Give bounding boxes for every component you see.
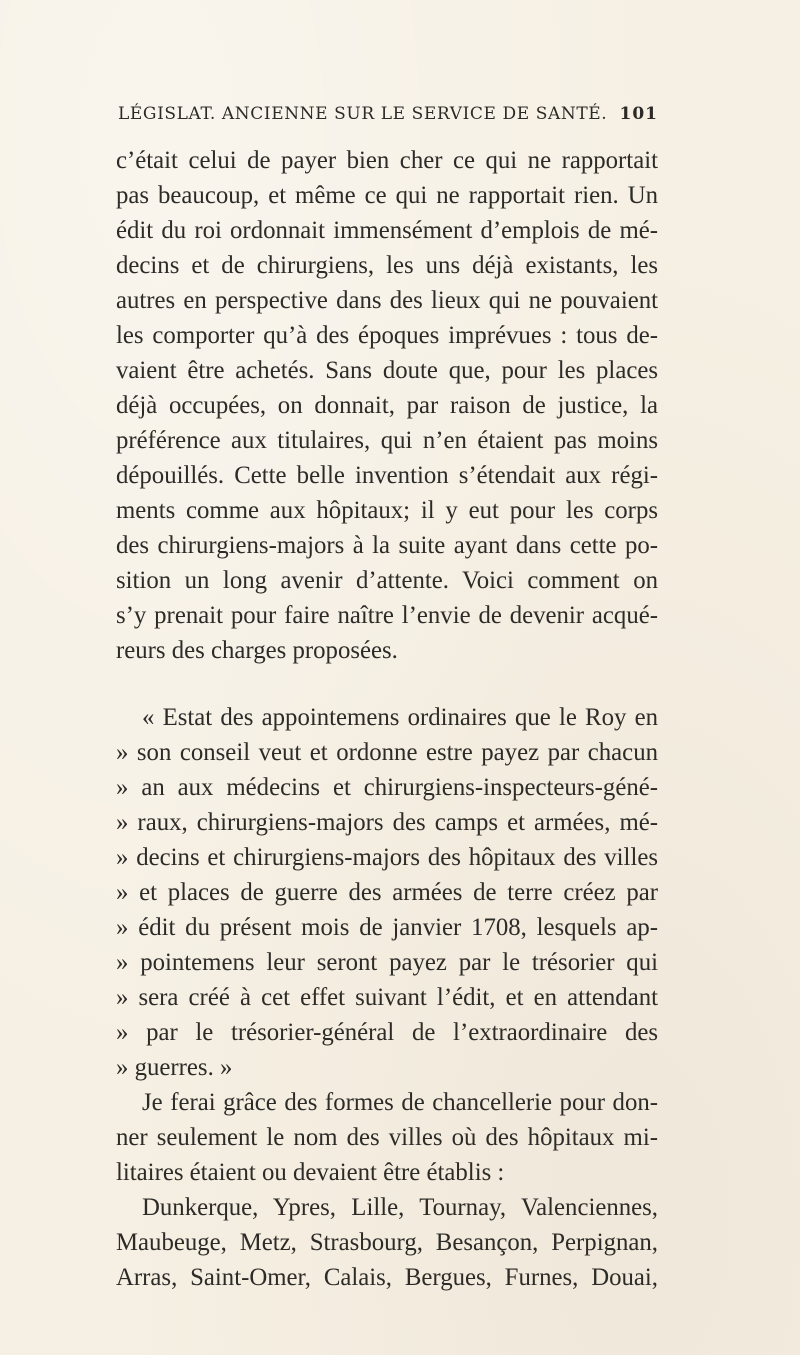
quote-line: » sera créé à cet effet suivant l’édit, et en attendant	[116, 984, 658, 1011]
running-title: LÉGISLAT. ANCIENNE SUR LE SERVICE DE SANTÉ.	[118, 104, 608, 124]
text-line: decins et de chirurgiens, les uns déjà existants, les	[116, 252, 658, 279]
quotation-block	[116, 700, 658, 1085]
text-line: ner seulement le nom des villes où des hôpitaux mi-	[116, 1124, 658, 1151]
body-text	[116, 143, 658, 1295]
text-line: sition un long avenir d’attente. Voici comment on	[116, 567, 658, 594]
text-line: les comporter qu’à des époques imprévues : tous de-	[116, 322, 658, 349]
quote-line: » édit du présent mois de janvier 1708, lesquels ap-	[116, 914, 658, 941]
text-line: pas beaucoup, et même ce qui ne rapportait rien. Un	[116, 182, 658, 209]
text-line: Je ferai grâce des formes de chancellerie pour don-	[142, 1089, 658, 1116]
text-line: Dunkerque, Ypres, Lille, Tournay, Valenciennes,	[142, 1194, 658, 1221]
page-number: 101	[619, 104, 658, 124]
paragraph-spacer	[116, 668, 658, 700]
quote-line: » par le trésorier-général de l’extraordinaire des	[116, 1019, 658, 1046]
quote-line: » son conseil veut et ordonne estre payez par chacun	[116, 739, 658, 766]
quote-line: » guerres. »	[116, 1054, 233, 1081]
text-line: vaient être achetés. Sans doute que, pour les places	[116, 357, 658, 384]
text-line: reurs des charges proposées.	[116, 637, 398, 664]
text-line: Maubeuge, Metz, Strasbourg, Besançon, Perpignan,	[116, 1229, 658, 1256]
quote-line: » et places de guerre des armées de terre créez par	[116, 879, 658, 906]
quote-line: « Estat des appointemens ordinaires que le Roy en	[142, 704, 658, 731]
text-line: c’était celui de payer bien cher ce qui ne rapportait	[116, 147, 658, 174]
quote-line: » raux, chirurgiens-majors des camps et armées, mé-	[116, 809, 658, 836]
text-line: Arras, Saint-Omer, Calais, Bergues, Furnes, Douai,	[116, 1264, 658, 1291]
text-line: ments comme aux hôpitaux; il y eut pour les corps	[116, 497, 658, 524]
text-line: dépouillés. Cette belle invention s’étendait aux régi-	[116, 462, 658, 489]
text-line: déjà occupées, on donnait, par raison de justice, la	[116, 392, 658, 419]
quote-line: » decins et chirurgiens-majors des hôpitaux des villes	[116, 844, 658, 871]
quote-line: » an aux médecins et chirurgiens-inspecteurs-géné-	[116, 774, 658, 801]
text-line: litaires étaient ou devaient être établis :	[116, 1159, 505, 1186]
text-line: préférence aux titulaires, qui n’en étaient pas moins	[116, 427, 658, 454]
text-line: des chirurgiens-majors à la suite ayant dans cette po-	[116, 532, 658, 559]
running-head	[118, 104, 658, 124]
paragraph-2	[116, 1085, 658, 1190]
paragraph-3	[116, 1190, 658, 1295]
paragraph-1	[116, 143, 658, 668]
text-line: autres en perspective dans des lieux qui ne pouvaient	[116, 287, 658, 314]
text-line: édit du roi ordonnait immensément d’emplois de mé-	[116, 217, 658, 244]
text-line: s’y prenait pour faire naître l’envie de devenir acqué-	[116, 602, 658, 629]
quote-line: » pointemens leur seront payez par le trésorier qui	[116, 949, 658, 976]
